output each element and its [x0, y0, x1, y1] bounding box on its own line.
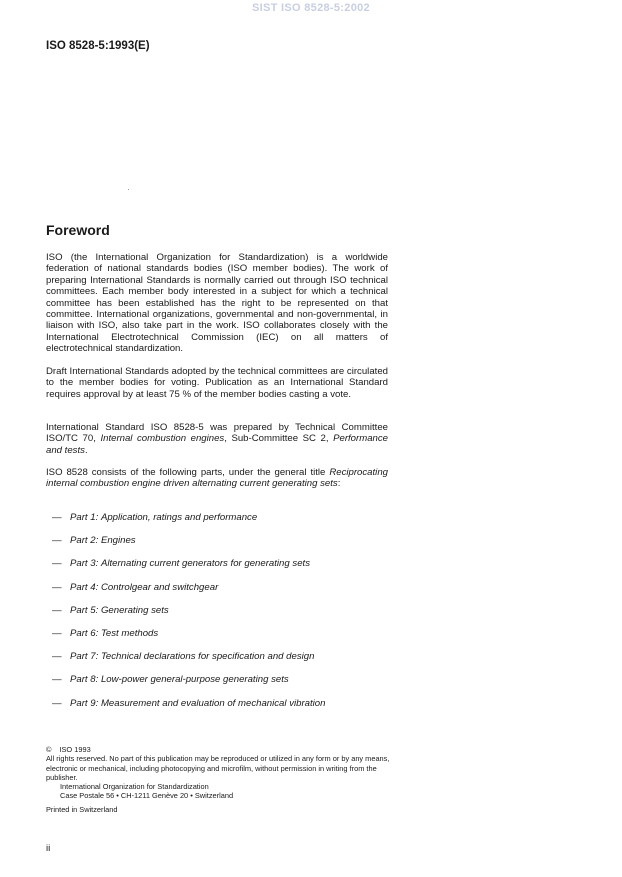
watermark: SIST ISO 8528-5:2002 — [252, 2, 370, 14]
part-number: Part 8: — [70, 674, 99, 686]
subcommittee-name: Performance and tests — [46, 433, 388, 456]
part-title: Controlgear and switchgear — [100, 581, 219, 593]
list-dash: — — [52, 512, 62, 523]
foreword-paragraph-2: Draft International Standards adopted by the technical committees are circulated to the member bodies for voting. Publication as an International Standard requires approval by at least 75 % of the member bodies casting a vote. — [46, 366, 388, 400]
list-dash: — — [52, 535, 62, 547]
rights-reserved: All rights reserved. No part of this publication may be reproduced or utilized in any form or by any means, electronic or mechanical, including photocopying and microfilm, without permission in writing from the publisher. — [46, 754, 390, 782]
printed-in: Printed in Switzerland — [46, 804, 118, 814]
foreword-paragraph-3 — [46, 422, 388, 456]
part-item — [52, 558, 452, 581]
part-number: Part 3: — [70, 558, 99, 570]
list-dash: — — [52, 558, 62, 570]
part-item — [52, 582, 452, 605]
p3-text-e: . — [84, 444, 88, 456]
list-dash: — — [52, 604, 62, 616]
part-number: Part 7: — [70, 651, 99, 663]
list-dash: — — [52, 651, 62, 663]
copyright-line — [46, 745, 396, 754]
foreword-paragraph-4 — [46, 467, 388, 490]
copyright-year: ISO 1993 — [59, 745, 91, 754]
list-dash: — — [52, 627, 62, 639]
scan-speck — [128, 189, 129, 190]
document-id: ISO 8528-5:1993(E) — [46, 40, 150, 52]
general-title: Reciprocating internal combustion engine driven alternating current generating sets — [46, 467, 388, 490]
list-dash: — — [52, 697, 62, 709]
organization-name: International Organization for Standardization — [60, 782, 209, 792]
part-item — [52, 628, 452, 651]
part-number: Part 2: — [70, 535, 99, 547]
parts-list — [52, 512, 452, 721]
part-item — [52, 651, 452, 674]
part-number: Part 6: — [70, 627, 99, 639]
part-item — [52, 512, 452, 535]
organization-address: Case Postale 56 • CH-1211 Genève 20 • Switzerland — [60, 791, 234, 801]
part-number: Part 5: — [70, 604, 99, 616]
part-item — [52, 674, 452, 697]
part-number: Part 9: — [70, 697, 99, 709]
committee-name: Internal combustion engines — [100, 433, 225, 445]
list-dash: — — [52, 674, 62, 686]
part-number: Part 4: — [70, 581, 99, 593]
part-title: Low-power general-purpose generating sets — [100, 674, 289, 686]
foreword-heading: Foreword — [46, 222, 110, 238]
page-number: ii — [46, 843, 51, 854]
part-title: Measurement and evaluation of mechanical vibration — [100, 697, 326, 709]
part-item — [52, 605, 452, 628]
copyright-block — [46, 745, 396, 814]
p3-text-a: International Standard ISO 8528-5 was prepared by Technical Committee ISO/TC 70, — [46, 422, 388, 445]
part-item — [52, 698, 452, 721]
part-title: Alternating current generators for generating sets — [100, 558, 310, 570]
part-title: Application, ratings and performance — [100, 512, 258, 523]
p4-text-a: ISO 8528 consists of the following parts, under the general title — [46, 467, 330, 478]
p3-text-c: , Sub-Committee SC 2, — [224, 433, 334, 445]
part-title: Engines — [100, 535, 136, 547]
foreword-paragraph-1: ISO (the International Organization for Standardization) is a worldwide federation of national standards bodies (ISO member bodies). The work of preparing International Standards is normally carried out through ISO technical committees. Each member body interested in a subject for which a technical committee has been established has the right to be represented on that committee. International organizations, governmental and non-governmental, in liaison with ISO, also take part in the work. ISO collaborates closely with the International Electrotechnical Commission (IEC) on all matters of electrotechnical standardization. — [46, 252, 388, 355]
part-title: Generating sets — [100, 604, 169, 616]
p4-text-c: : — [337, 478, 341, 490]
part-number: Part 1: — [70, 512, 99, 523]
part-title: Test methods — [100, 627, 159, 639]
copyright-symbol: © — [46, 745, 52, 754]
part-title: Technical declarations for specification and design — [100, 651, 315, 663]
part-item — [52, 535, 452, 558]
list-dash: — — [52, 581, 62, 593]
